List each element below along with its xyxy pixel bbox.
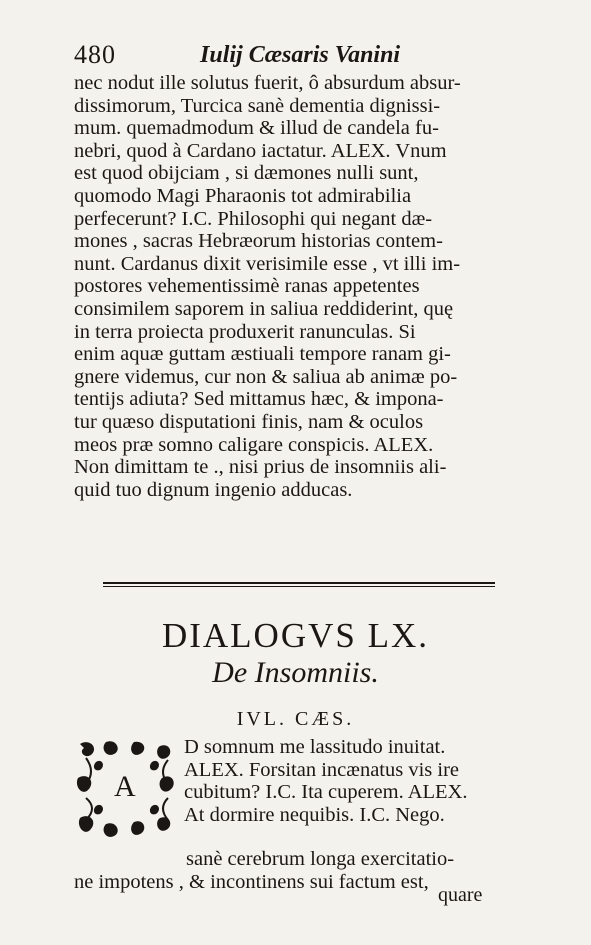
text-line: gnere videmus, cur non & saliua ab animæ po- <box>74 365 458 388</box>
text-line: mum. quemadmodum & illud de candela fu- <box>74 117 439 140</box>
decorated-initial <box>76 738 178 842</box>
page-number: 480 <box>74 40 116 69</box>
text-line: mones , sacras Hebræorum historias contem- <box>74 230 443 253</box>
dialogue-subtitle: De Insomniis. <box>212 656 379 689</box>
text-line: nebri, quod à Cardano iactatur. ALEX. Vnum <box>74 139 447 162</box>
text-line: tentijs adiuta? Sed mittamus hæc, & imponа- <box>74 388 444 411</box>
text-line: consimilem saporem in saliua reddiderint, quę <box>74 297 454 320</box>
text-line: tur quæso disputationi finis, nam & oculos <box>74 410 424 433</box>
text-line: dissimorum, Turcica sanè dementia dignissi- <box>74 94 441 117</box>
section-divider <box>103 582 495 584</box>
text-line: enim aquæ guttam æstiuali tempore ranam gi- <box>74 343 451 366</box>
text-line: nec nodut ille solutus fuerit, ô absurdum absur- <box>74 72 461 94</box>
text-line: nunt. Cardanus dixit verisimile esse , vt illi im- <box>74 252 461 275</box>
main-text-block <box>74 72 502 501</box>
initial-letter: A <box>114 770 136 803</box>
initial-text-block <box>184 736 504 826</box>
running-header <box>74 40 504 72</box>
text-line: ne impotens , & incontinens sui factum est, <box>74 870 429 893</box>
text-line: Non dimittam te ., nisi prius de insomniis ali- <box>74 456 447 479</box>
text-line: ALEX. Forsitan incænatus vis ire <box>184 758 460 781</box>
dialogue-title: DIALOGVS LX. <box>161 616 430 655</box>
section-divider-thin <box>103 586 495 587</box>
text-line: cubitum? I.C. Ita cuperem. ALEX. <box>184 781 468 804</box>
text-line: meos præ somno caligare conspicis. ALEX. <box>74 433 434 456</box>
text-line: est quod obijciam , si dæmones nulli sunt, <box>74 162 419 185</box>
text-line: perfecerunt? I.C. Philosophi qui negant dæ- <box>74 207 433 230</box>
text-line: quomodo Magi Pharaonis tot admirabilia <box>74 184 412 207</box>
text-line: At dormire nequibis. I.C. Nego. <box>184 803 445 826</box>
speaker-heading: IVL. CÆS. <box>236 708 355 730</box>
running-head-title: Iulij Cæsaris Vanini <box>200 42 401 68</box>
text-line: sanè cerebrum longa exercitatio- <box>186 848 455 870</box>
catchword: quare <box>438 884 483 906</box>
text-line: in terra proiecta produxerit ranunculas. Si <box>74 320 416 343</box>
text-line: quid tuo dignum ingenio adducas. <box>74 478 353 501</box>
text-line: postores vehementissimè ranas appetentes <box>74 275 420 298</box>
text-line: D somnum me lassitudo inuitat. <box>184 736 446 758</box>
